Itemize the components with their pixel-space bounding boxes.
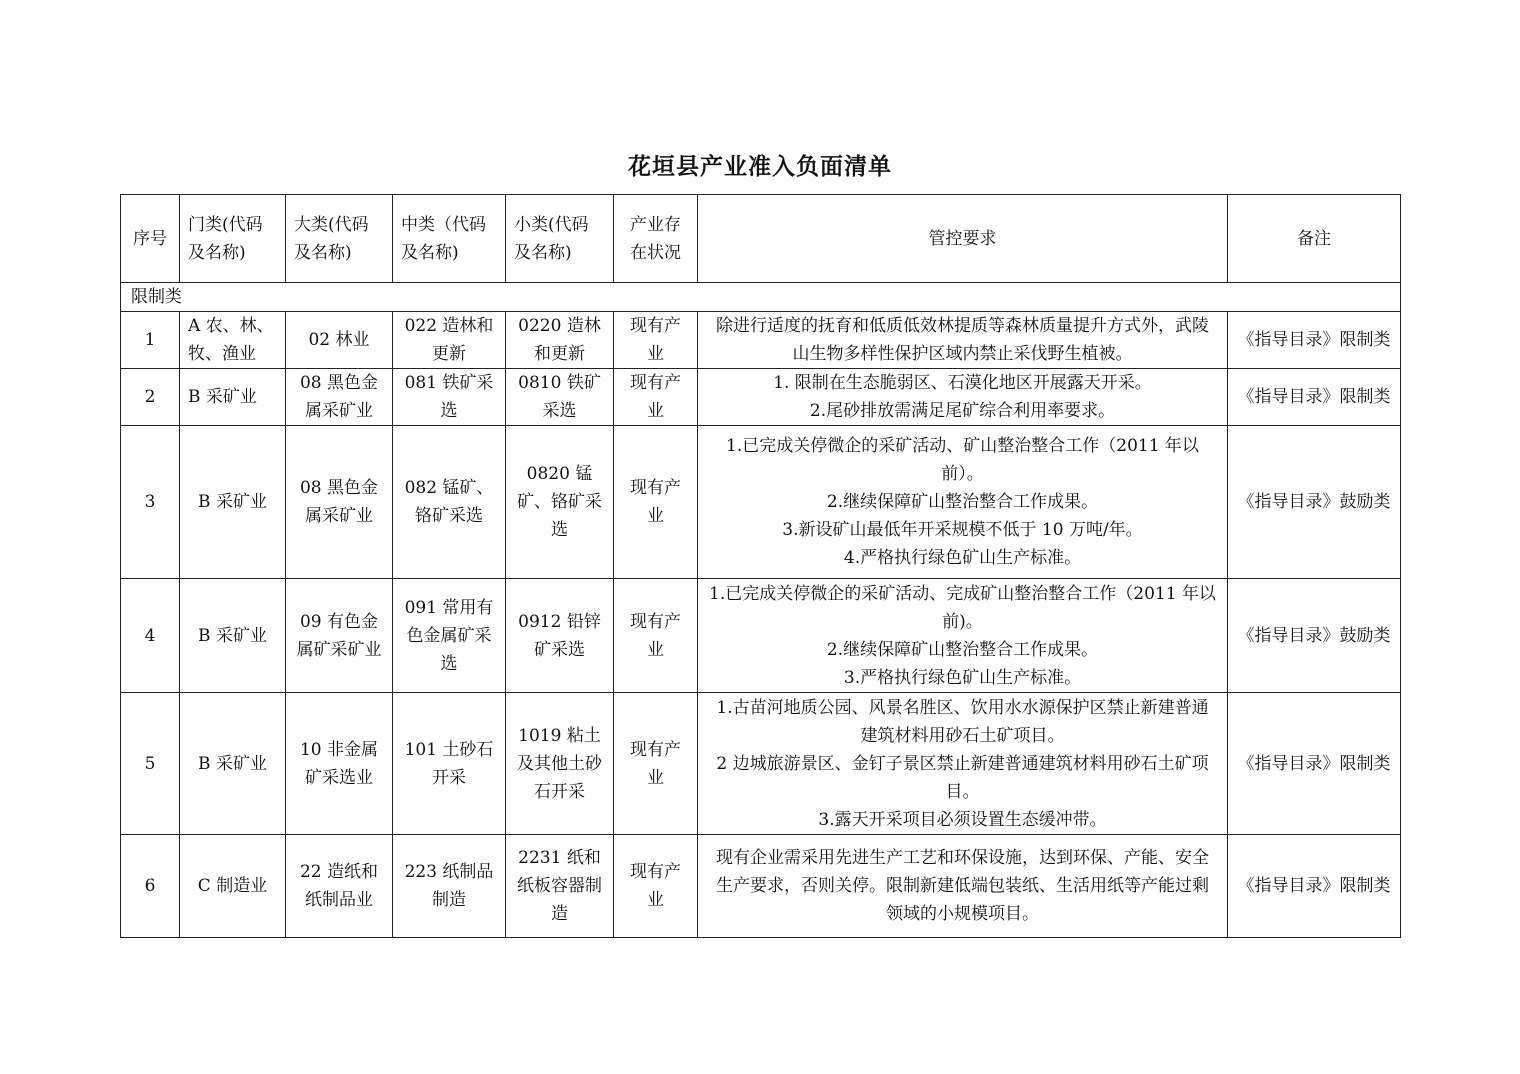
cell-status: 现有产业 [614, 369, 698, 426]
cell-minor: 0820 锰矿、铬矿采选 [506, 426, 614, 579]
cell-major: 08 黑色金属采矿业 [286, 426, 393, 579]
control-line: 3.露天开采项目必须设置生态缓冲带。 [818, 809, 1107, 830]
cell-door: A 农、林、牧、渔业 [180, 312, 286, 369]
cell-control [698, 369, 1228, 426]
negative-list-table [120, 194, 1401, 938]
control-line: 1.古苗河地质公园、风景名胜区、饮用水水源保护区禁止新建普通建筑材料用砂石土矿项目。 [716, 697, 1209, 746]
table-row [121, 835, 1401, 938]
cell-seq: 4 [121, 579, 180, 693]
header-control: 管控要求 [698, 195, 1228, 283]
table-row [121, 426, 1401, 579]
cell-major: 09 有色金属矿采矿业 [286, 579, 393, 693]
cell-minor: 2231 纸和纸板容器制造 [506, 835, 614, 938]
cell-status: 现有产业 [614, 835, 698, 938]
cell-note: 《指导目录》限制类 [1228, 835, 1401, 938]
section-label: 限制类 [121, 283, 1401, 312]
control-line: 3.新设矿山最低年开采规模不低于 10 万吨/年。 [782, 520, 1143, 540]
cell-major: 02 林业 [286, 312, 393, 369]
control-line: 3.严格执行绿色矿山生产标准。 [843, 667, 1082, 688]
control-line: 1.已完成关停微企的采矿活动、矿山整治整合工作（2011 年以前）。 [726, 436, 1199, 484]
header-door: 门类(代码及名称) [180, 195, 286, 283]
cell-minor: 0220 造林和更新 [506, 312, 614, 369]
control-line: 2.尾砂排放需满足尾矿综合利用率要求。 [809, 401, 1116, 421]
cell-door: B 采矿业 [180, 426, 286, 579]
cell-note: 《指导目录》限制类 [1228, 369, 1401, 426]
table-row [121, 312, 1401, 369]
header-note: 备注 [1228, 195, 1401, 283]
page-title: 花垣县产业准入负面清单 [628, 154, 892, 180]
header-major: 大类(代码及名称) [286, 195, 393, 283]
cell-note: 《指导目录》鼓励类 [1228, 579, 1401, 693]
control-line: 1.已完成关停微企的采矿活动、完成矿山整治整合工作（2011 年以前)。 [709, 583, 1216, 632]
cell-door: B 采矿业 [180, 369, 286, 426]
control-line: 2.继续保障矿山整治整合工作成果。 [826, 492, 1099, 512]
cell-middle: 223 纸制品制造 [393, 835, 506, 938]
cell-control [698, 312, 1228, 369]
cell-major: 10 非金属矿采选业 [286, 693, 393, 835]
cell-middle: 022 造林和更新 [393, 312, 506, 369]
cell-seq: 5 [121, 693, 180, 835]
header-minor: 小类(代码及名称) [506, 195, 614, 283]
header-middle: 中类（代码及名称) [393, 195, 506, 283]
control-line: 1. 限制在生态脆弱区、石漠化地区开展露天开采。 [773, 373, 1152, 393]
cell-note: 《指导目录》鼓励类 [1228, 426, 1401, 579]
control-line: 2 边城旅游景区、金钉子景区禁止新建普通建筑材料用砂石土矿项目。 [716, 753, 1209, 802]
table-row [121, 579, 1401, 693]
header-status: 产业存在状况 [614, 195, 698, 283]
cell-door: C 制造业 [180, 835, 286, 938]
header-row [121, 195, 1401, 283]
cell-note: 《指导目录》限制类 [1228, 693, 1401, 835]
section-row [121, 283, 1401, 312]
control-line: 现有企业需采用先进生产工艺和环保设施，达到环保、产能、安全生产要求，否则关停。限制新建低端包装纸、生活用纸等产能过剩领域的小规模项目。 [716, 848, 1209, 924]
cell-middle: 082 锰矿、铬矿采选 [393, 426, 506, 579]
cell-control [698, 835, 1228, 938]
header-seq: 序号 [121, 195, 180, 283]
cell-seq: 2 [121, 369, 180, 426]
cell-status: 现有产业 [614, 693, 698, 835]
cell-control [698, 693, 1228, 835]
cell-middle: 101 土砂石开采 [393, 693, 506, 835]
cell-middle: 091 常用有色金属矿采选 [393, 579, 506, 693]
cell-status: 现有产业 [614, 579, 698, 693]
cell-note: 《指导目录》限制类 [1228, 312, 1401, 369]
cell-door: B 采矿业 [180, 693, 286, 835]
cell-door: B 采矿业 [180, 579, 286, 693]
cell-minor: 0912 铅锌矿采选 [506, 579, 614, 693]
cell-major: 08 黑色金属采矿业 [286, 369, 393, 426]
cell-status: 现有产业 [614, 426, 698, 579]
cell-seq: 6 [121, 835, 180, 938]
table-row [121, 369, 1401, 426]
cell-seq: 1 [121, 312, 180, 369]
cell-middle: 081 铁矿采选 [393, 369, 506, 426]
control-line: 4.严格执行绿色矿山生产标准。 [843, 548, 1082, 568]
cell-major: 22 造纸和纸制品业 [286, 835, 393, 938]
control-line: 除进行适度的抚育和低质低效林提质等森林质量提升方式外，武陵山生物多样性保护区域内禁止采伐野生植被。 [716, 316, 1209, 364]
table-row [121, 693, 1401, 835]
cell-status: 现有产业 [614, 312, 698, 369]
cell-control [698, 579, 1228, 693]
cell-control [698, 426, 1228, 579]
cell-seq: 3 [121, 426, 180, 579]
control-line: 2.继续保障矿山整治整合工作成果。 [826, 639, 1099, 660]
cell-minor: 0810 铁矿采选 [506, 369, 614, 426]
cell-minor: 1019 粘土及其他土砂石开采 [506, 693, 614, 835]
